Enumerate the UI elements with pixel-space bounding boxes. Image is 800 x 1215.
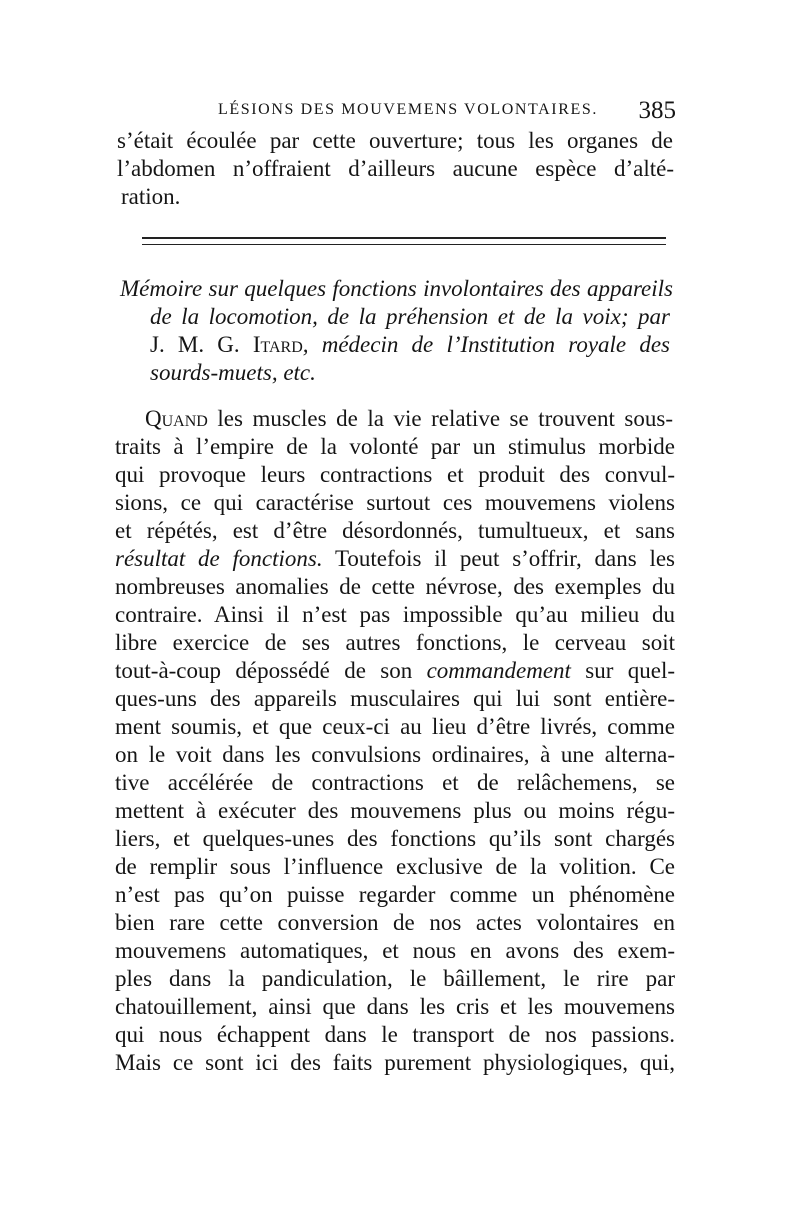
- body-line: bien rare cette conversion de nos actes volontaires en: [115, 910, 675, 935]
- body-line: tive accélérée de contractions et de relâchemens, se: [115, 770, 675, 795]
- body-line: ques-uns des appareils musculaires qui lui sont entière-: [115, 686, 675, 711]
- author-name: Itard: [252, 332, 303, 357]
- body-line: chatouillement, ainsi que dans les cris et les mouvemens: [115, 994, 675, 1019]
- body-line: mouvemens automatiques, et nous en avons des exem-: [115, 938, 675, 963]
- italic-word: commandement: [426, 658, 571, 683]
- body-line: n’est pas qu’on puisse regarder comme un phénomène: [115, 882, 675, 907]
- body-line: et répétés, est d’être désordonnés, tumultueux, et sans: [115, 518, 675, 543]
- running-head: LÉSIONS DES MOUVEMENS VOLONTAIRES.: [218, 101, 598, 118]
- body-line: Mais ce sont ici des faits purement physiologiques, qui,: [115, 1050, 675, 1075]
- body-line: contraire. Ainsi il n’est pas impossible qu’au milieu du: [115, 602, 675, 627]
- body-line: on le voit dans les convulsions ordinaires, à une alterna-: [115, 742, 675, 767]
- page-number: 385: [638, 97, 676, 124]
- article-title-line: [150, 331, 670, 359]
- text-line: s’était écoulée par cette ouverture; tous les organes de: [117, 128, 673, 153]
- author-initials: J. M. G.: [150, 332, 253, 357]
- body-line: qui nous échappent dans le transport de nos passions.: [115, 1022, 675, 1047]
- section-rule: [142, 237, 666, 239]
- section-rule-thin: [142, 244, 666, 245]
- page-header: [210, 97, 676, 125]
- body-line: mettent à exécuter des mouvemens plus ou moins régu-: [115, 798, 675, 823]
- body-line: traits à l’empire de la volonté par un stimulus morbide: [115, 434, 675, 459]
- dropcap-word: Quand: [145, 406, 208, 431]
- body-line: ples dans la pandiculation, le bâillement, le rire par: [115, 966, 675, 991]
- italic-phrase: résultat de fonctions.: [115, 546, 323, 571]
- body-line: de remplir sous l’influence exclusive de la volition. Ce: [115, 854, 675, 879]
- text-line: ration.: [121, 184, 181, 209]
- author-affiliation: , médecin de l’Institution royale des: [302, 332, 670, 357]
- text-line: l’abdomen n’offraient d’ailleurs aucune espèce d’alté-: [117, 156, 674, 181]
- body-line: tout-à-coup dépossédé de son commandement sur quel-: [115, 658, 675, 683]
- body-line: résultat de fonctions. Toutefois il peut s’offrir, dans les: [115, 546, 675, 571]
- body-line: nombreuses anomalies de cette névrose, des exemples du: [115, 574, 675, 599]
- body-line: qui provoque leurs contractions et produit des convul-: [115, 462, 675, 487]
- body-line: Quand les muscles de la vie relative se trouvent sous-: [145, 406, 673, 431]
- article-title-line: sourds-muets, etc.: [150, 360, 316, 385]
- body-line: sions, ce qui caractérise surtout ces mouvemens violens: [115, 490, 675, 515]
- article-title-line: de la locomotion, de la préhension et de la voix; par: [150, 304, 670, 329]
- body-line: liers, et quelques-unes des fonctions qu’ils sont chargés: [115, 826, 675, 851]
- article-title-line: Mémoire sur quelques fonctions involontaires des appareils: [120, 276, 673, 301]
- body-line: libre exercice de ses autres fonctions, le cerveau soit: [115, 630, 675, 655]
- body-line: ment soumis, et que ceux-ci au lieu d’être livrés, comme: [115, 714, 675, 739]
